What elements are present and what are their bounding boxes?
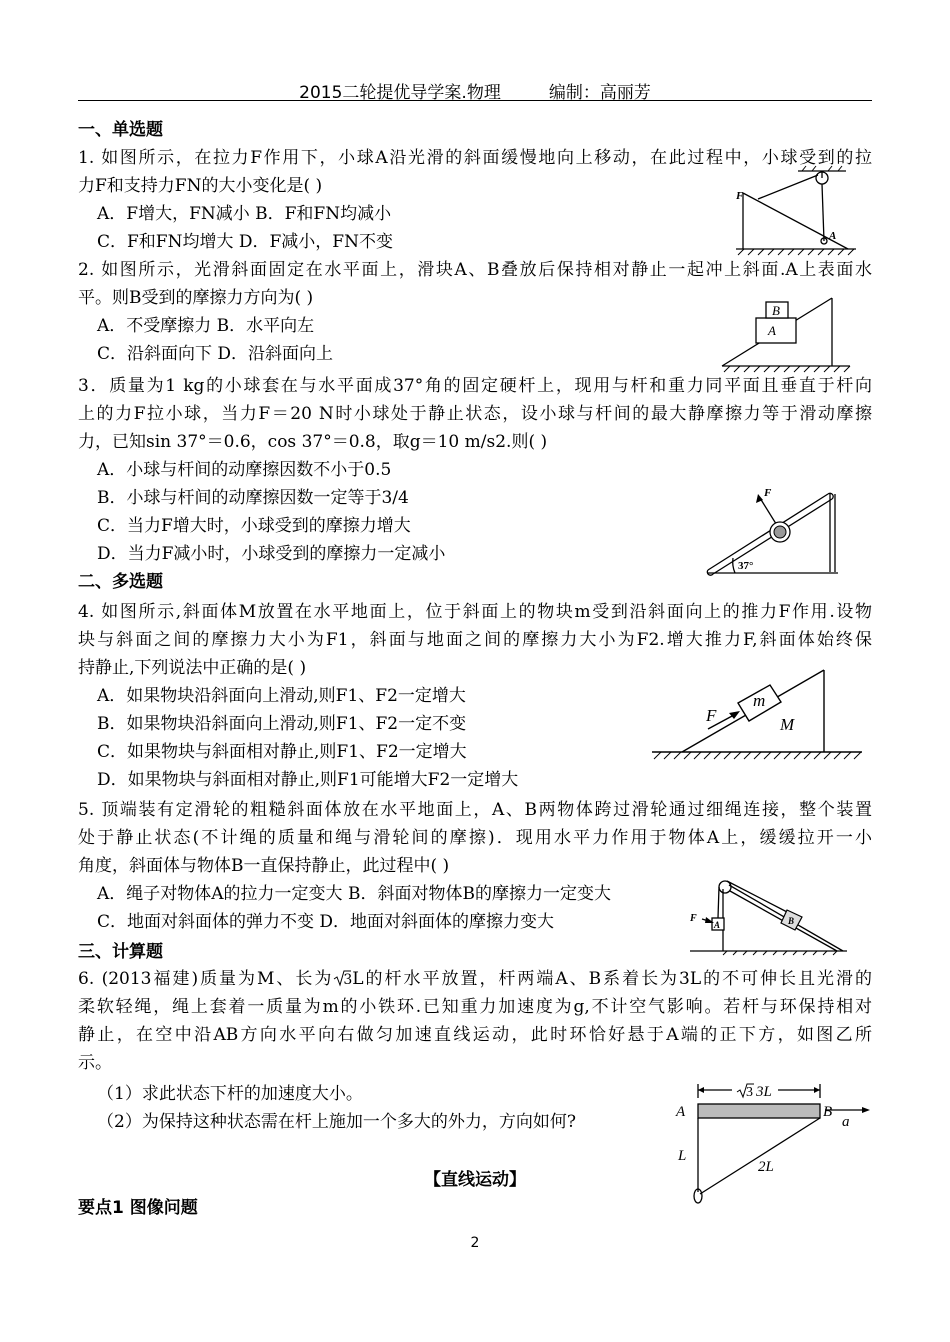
- q5-options-row2: C．地面对斜面体的弹力不变 D．地面对斜面体的摩擦力变大: [97, 912, 555, 932]
- q5-stem-line3: 角度，斜面体与物体B一直保持静止，此过程中( ): [78, 856, 450, 876]
- q2-options-row1: A．不受摩擦力 B．水平向左: [97, 316, 315, 336]
- q5-figure: [685, 875, 850, 960]
- q6-fig-label-b: B: [823, 1104, 833, 1120]
- q6-fig-sqrt-value: 3: [746, 1085, 753, 1100]
- section-heading-calculation: 三、计算题: [78, 942, 163, 962]
- q1-options-row1: A．F增大，FN减小 B．F和FN均减小: [97, 204, 392, 224]
- header-author: 编制：高丽芳: [548, 83, 651, 103]
- q6-fig-label-2l: 2L: [758, 1159, 774, 1175]
- q6-stem-line1-end: L的杆水平放置，杆两端A、B系着长为3L的不可伸长且光滑的: [352, 969, 872, 989]
- q3-option-d: D．当力F减小时，小球受到的摩擦力一定减小: [97, 544, 446, 564]
- q3-figure: [700, 482, 840, 577]
- q1-fig-label-f: F: [736, 190, 744, 202]
- q3-fig-angle: 37°: [738, 560, 754, 572]
- q2-fig-label-a: A: [768, 323, 776, 338]
- q1-figure: [728, 165, 863, 260]
- q6-part-1: （1）求此状态下杆的加速度大小。: [97, 1084, 363, 1104]
- section-heading-multi-choice: 二、多选题: [78, 572, 163, 592]
- header-rule: [78, 100, 872, 101]
- q3-stem-line2: 上的力F拉小球，当力F＝20 N时小球处于静止状态，设小球与杆间的最大静摩擦力等于滑动摩擦: [78, 404, 872, 424]
- q5-stem-line1: 5. 顶端装有定滑轮的粗糙斜面体放在水平地面上，A、B两物体跨过滑轮通过细绳连接，整个装置: [78, 800, 872, 820]
- q3-option-b: B．小球与杆间的动摩擦因数一定等于3/4: [97, 488, 409, 508]
- header-title: 2015二轮提优导学案.物理: [299, 83, 501, 103]
- q1-fig-label-a: A: [829, 230, 837, 242]
- page-number: 2: [470, 1235, 480, 1251]
- q2-options-row2: C．沿斜面向下 D．沿斜面向上: [97, 344, 334, 364]
- q6-fig-length-label: 3L: [756, 1084, 772, 1100]
- q6-fig-label-l: L: [678, 1148, 687, 1164]
- q1-options-row2: C．F和FN均增大 D．F减小，FN不变: [97, 232, 393, 252]
- q6-stem-line1: [78, 967, 872, 992]
- q4-option-a: A．如果物块沿斜面向上滑动,则F1、F2一定增大: [97, 686, 466, 706]
- q4-fig-label-m: m: [753, 691, 766, 710]
- q4-option-c: C．如果物块与斜面相对静止,则F1、F2一定增大: [97, 742, 467, 762]
- q6-stem-line1-start: 6. (2013福建)质量为M、长为: [78, 969, 334, 989]
- q4-fig-label-big-m: M: [780, 715, 795, 734]
- q4-figure: [650, 665, 870, 765]
- q5-fig-label-f: F: [690, 913, 697, 924]
- q2-figure: [720, 290, 855, 375]
- q4-option-d: D．如果物块与斜面相对静止,则F1可能增大F2一定增大: [97, 770, 519, 790]
- q6-stem-line2: 柔软轻绳，绳上套着一质量为m的小铁环.已知重力加速度为g,不计空气影响。若杆与环保持相对: [78, 997, 872, 1017]
- q2-fig-label-b: B: [772, 303, 780, 318]
- q4-stem-line1: 4. 如图所示,斜面体M放置在水平地面上，位于斜面上的物块m受到沿斜面向上的推力F作用.设物: [78, 602, 872, 622]
- q5-options-row1: A．绳子对物体A的拉力一定变大 B．斜面对物体B的摩擦力一定变大: [97, 884, 611, 904]
- q6-stem-line3: 静止，在空中沿AB方向水平向右做匀加速直线运动，此时环恰好悬于A端的正下方，如图乙所: [78, 1025, 872, 1045]
- q6-fig-label-a: A: [676, 1104, 686, 1120]
- q3-stem-line3: 力，已知sin 37°＝0.6，cos 37°＝0.8，取g＝10 m/s2.则( ): [78, 432, 548, 452]
- q6-fig-label-accel: a: [842, 1114, 850, 1130]
- q6-sqrt-value: 3: [343, 972, 353, 988]
- q2-stem-line2: 平。则B受到的摩擦力方向为( ): [78, 288, 314, 308]
- q1-stem-line2: 力F和支持力FN的大小变化是( ): [78, 176, 323, 196]
- q5-fig-label-b: B: [788, 916, 795, 926]
- q4-stem-line3: 持静止,下列说法中正确的是( ): [78, 658, 307, 678]
- q3-stem-line1: 3．质量为1 kg的小球套在与水平面成37°角的固定硬杆上，现用与杆和重力同平面且垂直于杆向: [78, 376, 872, 396]
- q4-fig-label-f: F: [706, 706, 717, 725]
- q4-stem-line2: 块与斜面之间的摩擦力大小为F1，斜面与地面之间的摩擦力大小为F2.增大推力F,斜面体始终保: [78, 630, 872, 650]
- q3-option-c: C．当力F增大时，小球受到的摩擦力增大: [97, 516, 411, 536]
- section-heading-single-choice: 一、单选题: [78, 120, 163, 140]
- q1-stem-line1: 1. 如图所示，在拉力F作用下，小球A沿光滑的斜面缓慢地向上移动，在此过程中，小球受到的拉: [78, 148, 872, 168]
- q5-fig-label-a: A: [714, 920, 721, 930]
- q2-stem-line1: 2. 如图所示，光滑斜面固定在水平面上，滑块A、B叠放后保持相对静止一起冲上斜面.A上表面水: [78, 260, 872, 280]
- q6-part-2: （2）为保持这种状态需在杆上施加一个多大的外力，方向如何?: [97, 1112, 576, 1132]
- q4-option-b: B．如果物块沿斜面向上滑动,则F1、F2一定不变: [97, 714, 467, 734]
- chapter-title: 【直线运动】: [424, 1170, 526, 1190]
- q3-option-a: A．小球与杆间的动摩擦因数不小于0.5: [97, 460, 392, 480]
- q3-fig-label-f: F: [764, 487, 772, 499]
- q5-stem-line2: 处于静止状态(不计绳的质量和绳与滑轮间的摩擦)．现用水平力作用于物体A上，缓缓拉开一小: [78, 828, 872, 848]
- key-point-heading: 要点1 图像问题: [78, 1198, 198, 1218]
- q6-stem-line4: 示。: [78, 1053, 112, 1073]
